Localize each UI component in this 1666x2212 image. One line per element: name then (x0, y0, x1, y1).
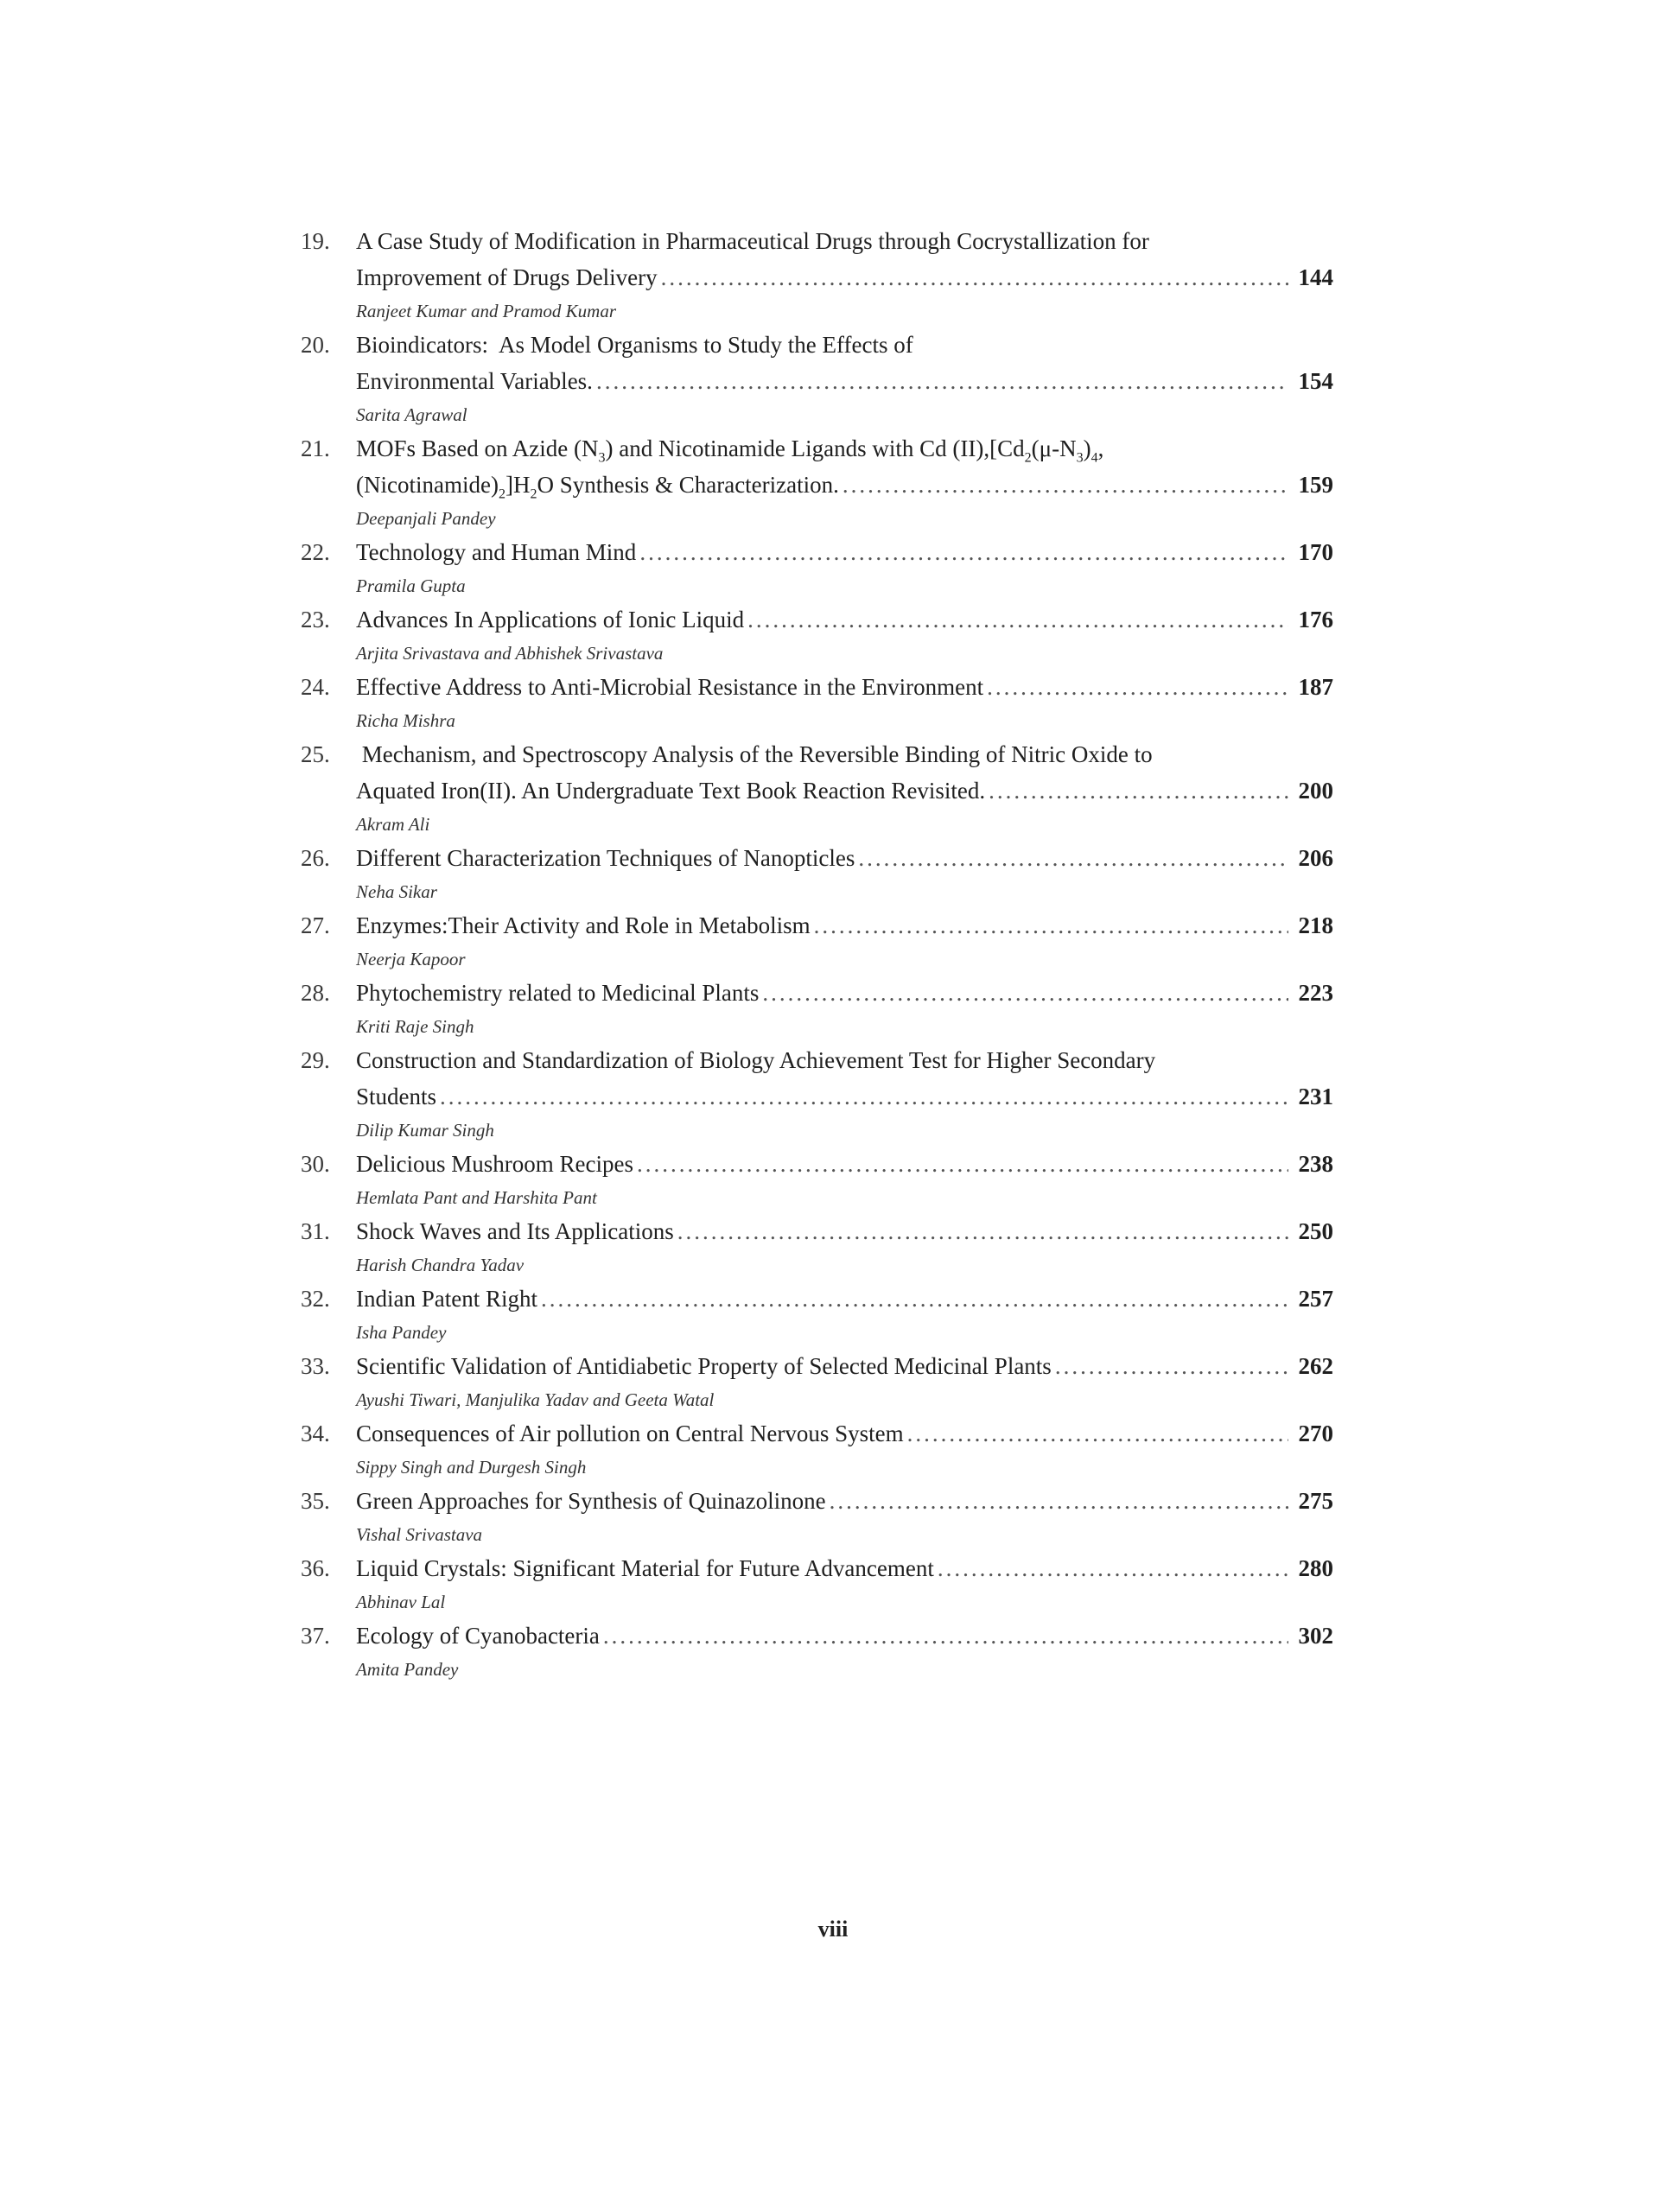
entry-number: 24. (301, 674, 330, 700)
entry-title-line (356, 736, 1333, 772)
entry-title-text: Bioindicators: As Model Organisms to Study the Effects of (356, 332, 913, 358)
entry-page-number: 280 (1298, 1555, 1333, 1581)
entry-page-number: 250 (1298, 1218, 1333, 1244)
entry-title-line (356, 534, 1333, 570)
dot-leader (596, 363, 1288, 399)
dot-leader (987, 669, 1288, 705)
entry-number: 27. (301, 912, 330, 938)
subscript: 4 (1091, 450, 1098, 466)
entry-page-number: 144 (1298, 264, 1333, 290)
dot-leader (989, 772, 1288, 809)
toc-entry (301, 327, 1333, 430)
dot-leader (830, 1483, 1288, 1519)
entry-number: 20. (301, 332, 330, 358)
entry-title-text: Shock Waves and Its Applications (356, 1218, 674, 1244)
toc-entry (301, 975, 1333, 1042)
toc-entry (301, 534, 1333, 601)
page-number-footer: viii (817, 1916, 849, 1942)
entry-title-line (356, 1415, 1333, 1452)
dot-leader (907, 1415, 1288, 1452)
entry-page-number: 238 (1298, 1151, 1333, 1177)
entry-number: 23. (301, 607, 330, 632)
entry-title-text: Construction and Standardization of Biology Achievement Test for Higher Secondary (356, 1047, 1156, 1073)
entry-page-number: 223 (1298, 980, 1333, 1006)
dot-leader (661, 259, 1288, 296)
dot-leader (814, 907, 1288, 944)
entry-page-number: 275 (1298, 1488, 1333, 1514)
toc-entry (301, 1213, 1333, 1281)
dot-leader (677, 1213, 1288, 1249)
entry-page-number: 159 (1298, 472, 1333, 498)
toc-entry (301, 840, 1333, 907)
toc-entry (301, 1483, 1333, 1550)
entry-author: Akram Ali (356, 814, 430, 835)
title-fragment: O Synthesis & Characterization. (537, 472, 839, 498)
entry-title-line (356, 975, 1333, 1011)
dot-leader (637, 1146, 1288, 1182)
toc-entry (301, 1042, 1333, 1146)
entry-number: 21. (301, 435, 330, 461)
toc-entry (301, 1618, 1333, 1685)
entry-page-number: 257 (1298, 1286, 1333, 1312)
entry-title-text: Enzymes:Their Activity and Role in Metabolism (356, 912, 811, 938)
entry-number: 37. (301, 1623, 330, 1649)
entry-author: Vishal Srivastava (356, 1524, 483, 1545)
entry-title-line (356, 1550, 1333, 1586)
entry-author: Neerja Kapoor (356, 949, 466, 969)
dot-leader (747, 601, 1288, 638)
entry-title-line (356, 327, 1333, 363)
entry-title-text: Ecology of Cyanobacteria (356, 1623, 600, 1649)
entry-title-text: Improvement of Drugs Delivery (356, 264, 658, 290)
subscript: 2 (530, 486, 537, 502)
toc-entry (301, 736, 1333, 840)
entry-title-line (356, 772, 1333, 809)
toc-entry (301, 669, 1333, 736)
dot-leader (639, 534, 1288, 570)
entry-title-text: Mechanism, and Spectroscopy Analysis of the Reversible Binding of Nitric Oxide to (356, 741, 1153, 767)
dot-leader (938, 1550, 1288, 1586)
title-fragment: (Nicotinamide) (356, 472, 499, 498)
entry-title-text: Environmental Variables. (356, 368, 593, 394)
entry-number: 19. (301, 228, 330, 254)
subscript: 2 (1024, 450, 1032, 466)
entry-title-line (356, 363, 1333, 399)
entry-author: Sarita Agrawal (356, 404, 467, 425)
entry-author: Deepanjali Pandey (356, 508, 496, 529)
entry-title-line (356, 1618, 1333, 1654)
entry-number: 26. (301, 845, 330, 871)
title-fragment: , (1097, 435, 1104, 461)
entry-number: 31. (301, 1218, 330, 1244)
entry-title-text: A Case Study of Modification in Pharmaceutical Drugs through Cocrystallization for (356, 228, 1149, 254)
dot-leader (440, 1078, 1288, 1115)
entry-title-line (356, 1146, 1333, 1182)
entry-page-number: 218 (1298, 912, 1333, 938)
dot-leader (541, 1281, 1288, 1317)
entry-title-text: Consequences of Air pollution on Central Nervous System (356, 1421, 904, 1446)
dot-leader (858, 840, 1288, 876)
dot-leader (762, 975, 1288, 1011)
entry-number: 28. (301, 980, 330, 1006)
entry-page-number: 262 (1298, 1353, 1333, 1379)
entry-title-line (356, 1078, 1333, 1115)
entry-author: Pramila Gupta (356, 575, 466, 596)
toc-entry (301, 601, 1333, 669)
entry-title-text: Scientific Validation of Antidiabetic Property of Selected Medicinal Plants (356, 1353, 1052, 1379)
entry-page-number: 302 (1298, 1623, 1333, 1649)
dot-leader (603, 1618, 1288, 1654)
toc-entry (301, 1348, 1333, 1415)
entry-title-text (356, 467, 839, 503)
toc-entry (301, 907, 1333, 975)
entry-page-number: 187 (1298, 674, 1333, 700)
entry-page-number: 231 (1298, 1084, 1333, 1109)
entry-author: Amita Pandey (356, 1659, 459, 1680)
entry-title-text: Technology and Human Mind (356, 539, 637, 565)
entry-number: 22. (301, 539, 330, 565)
entry-title-line (356, 1213, 1333, 1249)
entry-title-text: Effective Address to Anti-Microbial Resistance in the Environment (356, 674, 984, 700)
entry-title-text: Aquated Iron(II). An Undergraduate Text Book Reaction Revisited. (356, 778, 986, 804)
table-of-contents (301, 223, 1333, 1685)
entry-title-text: Students (356, 1084, 437, 1109)
entry-number: 29. (301, 1047, 330, 1073)
dot-leader (1055, 1348, 1288, 1384)
title-fragment: MOFs Based on Azide (N (356, 435, 599, 461)
title-fragment: (μ-N (1031, 435, 1077, 461)
subscript: 3 (1076, 450, 1084, 466)
entry-author: Abhinav Lal (356, 1592, 446, 1612)
entry-title-text: Advances In Applications of Ionic Liquid (356, 607, 745, 632)
entry-title-line (356, 259, 1333, 296)
entry-title-line (356, 1042, 1333, 1078)
entry-title-text (356, 430, 1103, 467)
entry-author: Isha Pandey (356, 1322, 447, 1343)
entry-author: Harish Chandra Yadav (356, 1255, 525, 1275)
entry-title-line (356, 1281, 1333, 1317)
entry-number: 35. (301, 1488, 330, 1514)
subscript: 3 (598, 450, 606, 466)
entry-title-line (356, 1483, 1333, 1519)
entry-number: 33. (301, 1353, 330, 1379)
entry-page-number: 170 (1298, 539, 1333, 565)
entry-author: Dilip Kumar Singh (356, 1120, 494, 1141)
title-fragment: ]H (505, 472, 531, 498)
entry-title-text: Delicious Mushroom Recipes (356, 1151, 633, 1177)
entry-title-text: Phytochemistry related to Medicinal Plants (356, 980, 760, 1006)
entry-title-line (356, 430, 1333, 467)
entry-author: Neha Sikar (356, 881, 437, 902)
entry-author: Richa Mishra (356, 710, 455, 731)
entry-page-number: 270 (1298, 1421, 1333, 1446)
entry-title-text: Different Characterization Techniques of Nanopticles (356, 845, 855, 871)
title-fragment: ) (1083, 435, 1091, 461)
entry-page-number: 176 (1298, 607, 1333, 632)
entry-title-line (356, 223, 1333, 259)
entry-title-line (356, 907, 1333, 944)
entry-author: Ayushi Tiwari, Manjulika Yadav and Geeta Watal (356, 1389, 715, 1410)
entry-page-number: 206 (1298, 845, 1333, 871)
entry-number: 32. (301, 1286, 330, 1312)
entry-number: 30. (301, 1151, 330, 1177)
entry-page-number: 200 (1298, 778, 1333, 804)
entry-author: Arjita Srivastava and Abhishek Srivastava (356, 643, 664, 664)
dot-leader (843, 467, 1288, 503)
toc-entry (301, 223, 1333, 327)
entry-title-line (356, 669, 1333, 705)
entry-author: Hemlata Pant and Harshita Pant (356, 1187, 597, 1208)
toc-entry (301, 430, 1333, 534)
subscript: 2 (498, 486, 506, 502)
entry-author: Ranjeet Kumar and Pramod Kumar (356, 301, 616, 321)
entry-number: 34. (301, 1421, 330, 1446)
entry-title-line (356, 467, 1333, 503)
entry-title-text: Green Approaches for Synthesis of Quinazolinone (356, 1488, 826, 1514)
entry-title-line (356, 601, 1333, 638)
toc-entry (301, 1415, 1333, 1483)
title-fragment: ) and Nicotinamide Ligands with Cd (II),[Cd (605, 435, 1025, 461)
entry-author: Sippy Singh and Durgesh Singh (356, 1457, 587, 1478)
entry-title-text: Indian Patent Right (356, 1286, 537, 1312)
toc-entry (301, 1281, 1333, 1348)
entry-page-number: 154 (1298, 368, 1333, 394)
toc-entry (301, 1146, 1333, 1213)
entry-author: Kriti Raje Singh (356, 1016, 474, 1037)
entry-number: 25. (301, 741, 330, 767)
toc-entry (301, 1550, 1333, 1618)
entry-title-line (356, 840, 1333, 876)
entry-title-line (356, 1348, 1333, 1384)
entry-number: 36. (301, 1555, 330, 1581)
entry-title-text: Liquid Crystals: Significant Material for Future Advancement (356, 1555, 934, 1581)
